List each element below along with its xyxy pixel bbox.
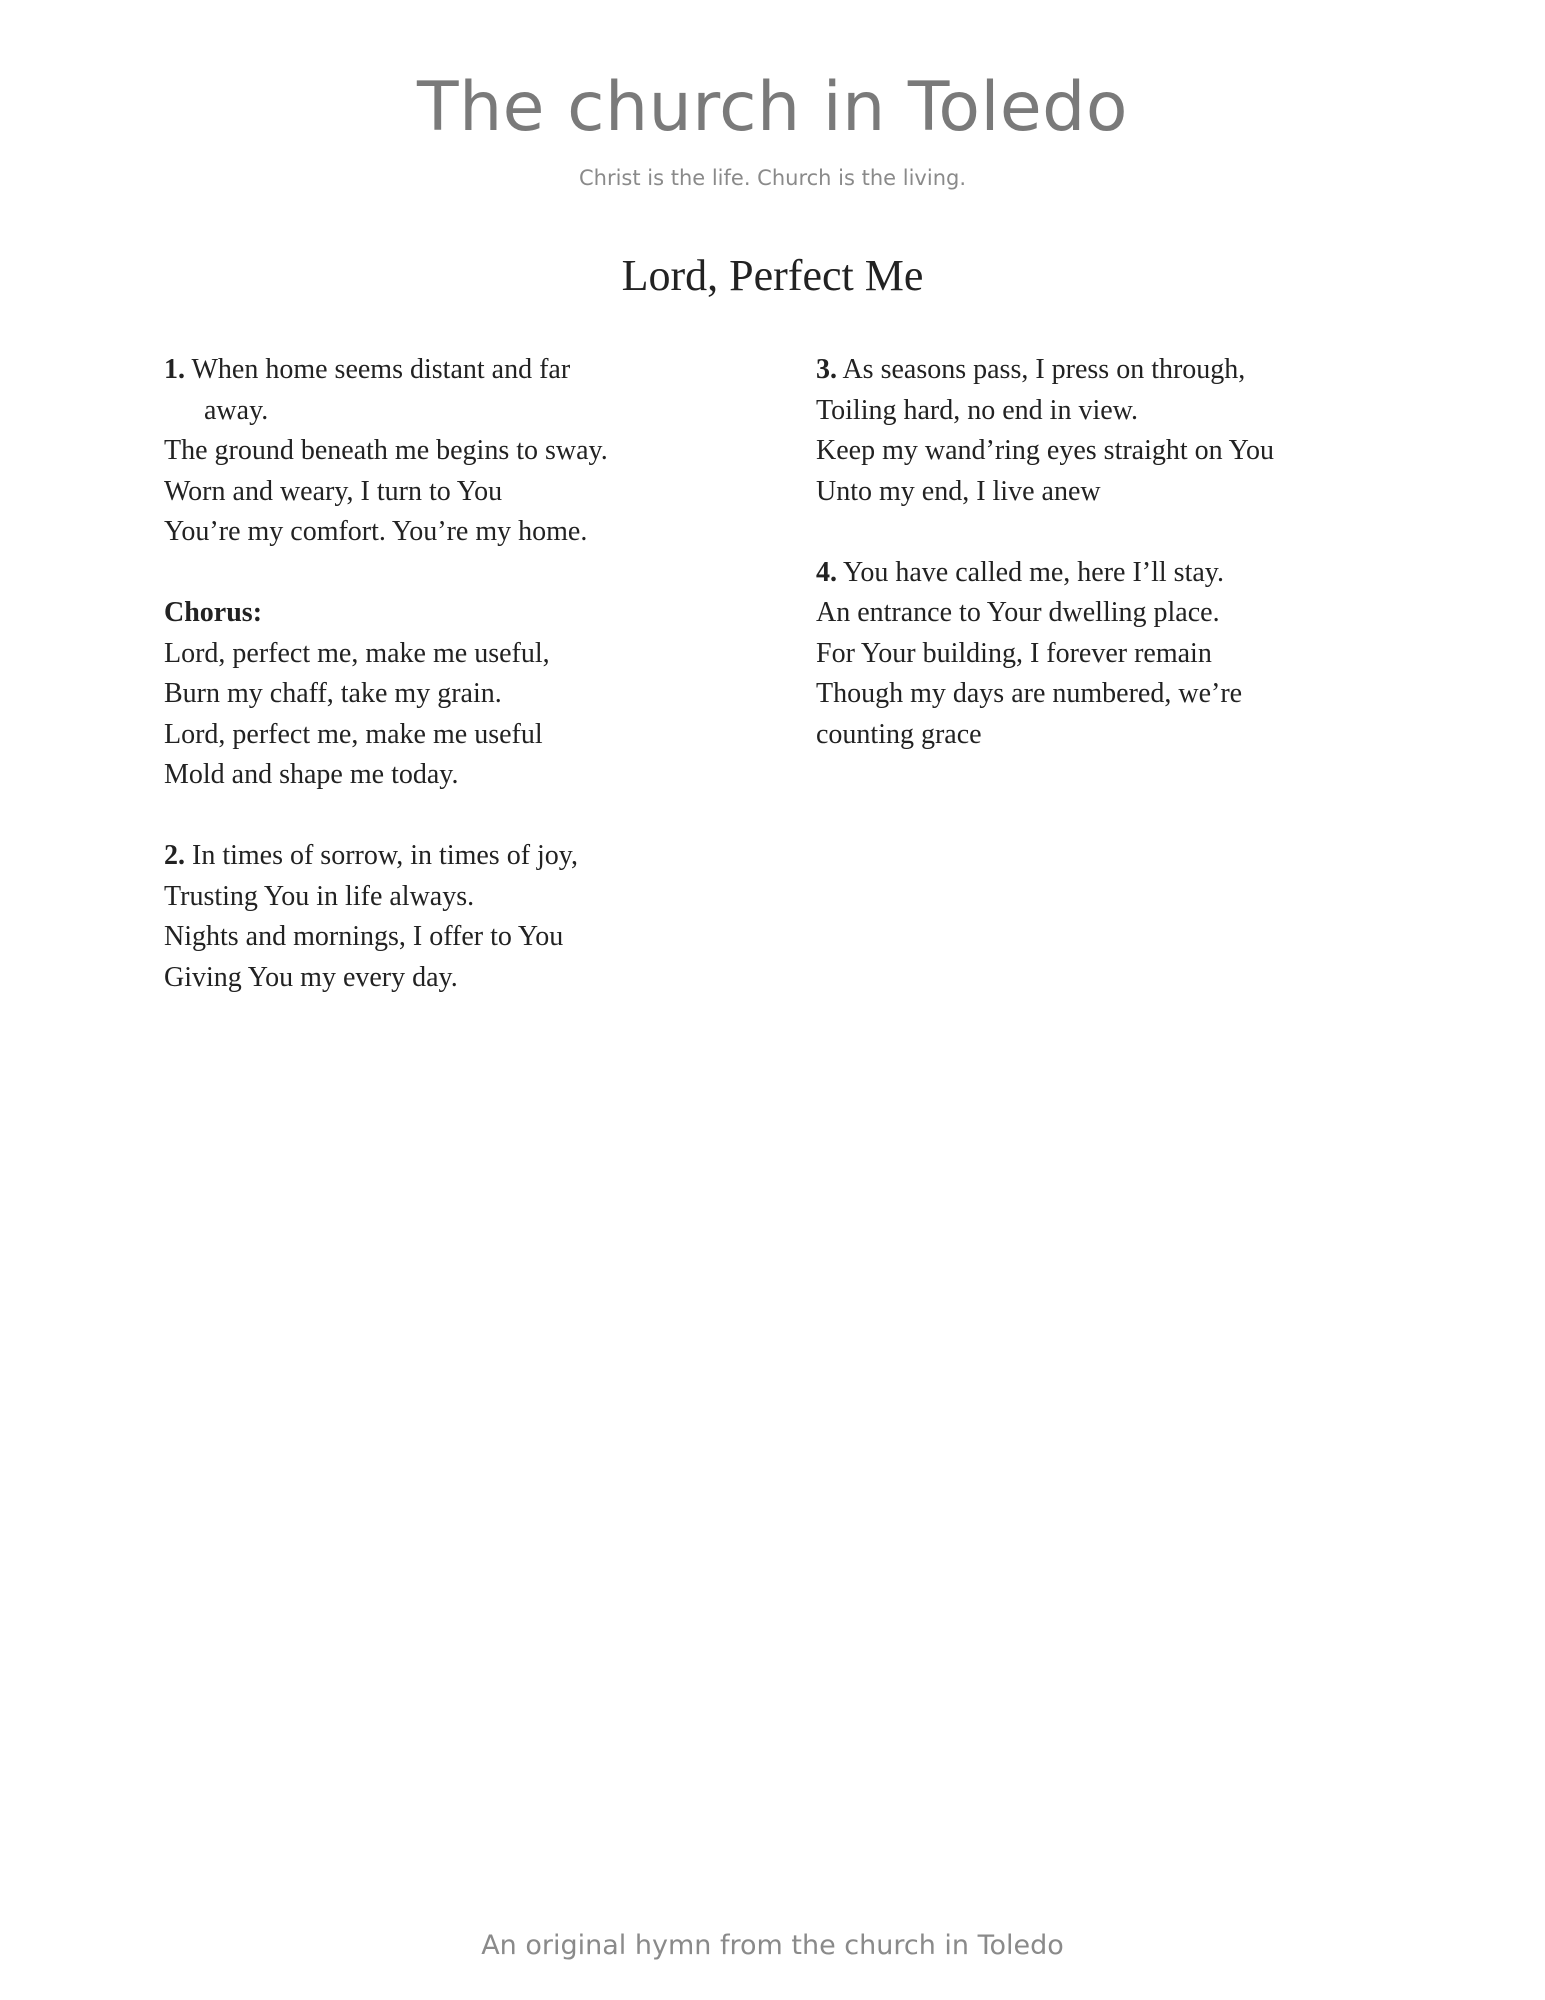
- right-column: [816, 350, 1416, 796]
- verse-line: Toiling hard, no end in view.: [816, 394, 1139, 426]
- chorus: [164, 593, 724, 796]
- chorus-line: Lord, perfect me, make me useful: [164, 718, 543, 750]
- verse-number: 3.: [816, 354, 837, 385]
- verse-1: [164, 350, 724, 553]
- verse-line-text: You have called me, here I’ll stay.: [837, 556, 1224, 588]
- chorus-label: Chorus:: [164, 597, 263, 628]
- site-title: The church in Toledo: [417, 68, 1128, 147]
- verse-line: [164, 350, 724, 391]
- verse-line: away.: [204, 394, 269, 426]
- chorus-line: Mold and shape me today.: [164, 759, 459, 790]
- verse-line: Keep my wand’ring eyes straight on You: [816, 435, 1275, 466]
- verse-line: [816, 350, 1416, 391]
- verse-line: An entrance to Your dwelling place.: [816, 597, 1220, 628]
- verse-line: Trusting You in life always.: [164, 880, 475, 912]
- verse-line: For Your building, I forever remain: [816, 637, 1212, 669]
- chorus-line: Burn my chaff, take my grain.: [164, 678, 502, 709]
- verse-line: Though my days are numbered, we’re: [816, 678, 1243, 709]
- verse-line: Unto my end, I live anew: [816, 475, 1101, 507]
- verse-line-text: When home seems distant and far: [185, 354, 571, 385]
- verse-number: 4.: [816, 556, 837, 588]
- left-column: [164, 350, 724, 1039]
- verse-line-text: In times of sorrow, in times of joy,: [185, 840, 578, 871]
- verse-line: You’re my comfort. You’re my home.: [164, 516, 588, 547]
- verse-line: Giving You my every day.: [164, 961, 458, 993]
- verse-line: The ground beneath me begins to sway.: [164, 435, 608, 466]
- verse-number: 1.: [164, 354, 185, 385]
- chorus-line: Lord, perfect me, make me useful,: [164, 637, 550, 669]
- verse-line: counting grace: [816, 718, 982, 750]
- verse-line: [164, 836, 724, 877]
- verse-4: [816, 553, 1416, 756]
- page-header: [0, 68, 1545, 192]
- verse-2: [164, 836, 724, 998]
- page-footer: An original hymn from the church in Toledo: [481, 1930, 1064, 1961]
- verse-number: 2.: [164, 840, 185, 871]
- verse-line: [816, 553, 1416, 594]
- verse-3: [816, 350, 1416, 512]
- site-tagline: Christ is the life. Church is the living.: [578, 166, 967, 190]
- hymn-title: Lord, Perfect Me: [621, 251, 924, 300]
- verse-line: Nights and mornings, I offer to You: [164, 921, 564, 952]
- verse-line-text: As seasons pass, I press on through,: [837, 354, 1246, 385]
- verse-line: Worn and weary, I turn to You: [164, 475, 503, 507]
